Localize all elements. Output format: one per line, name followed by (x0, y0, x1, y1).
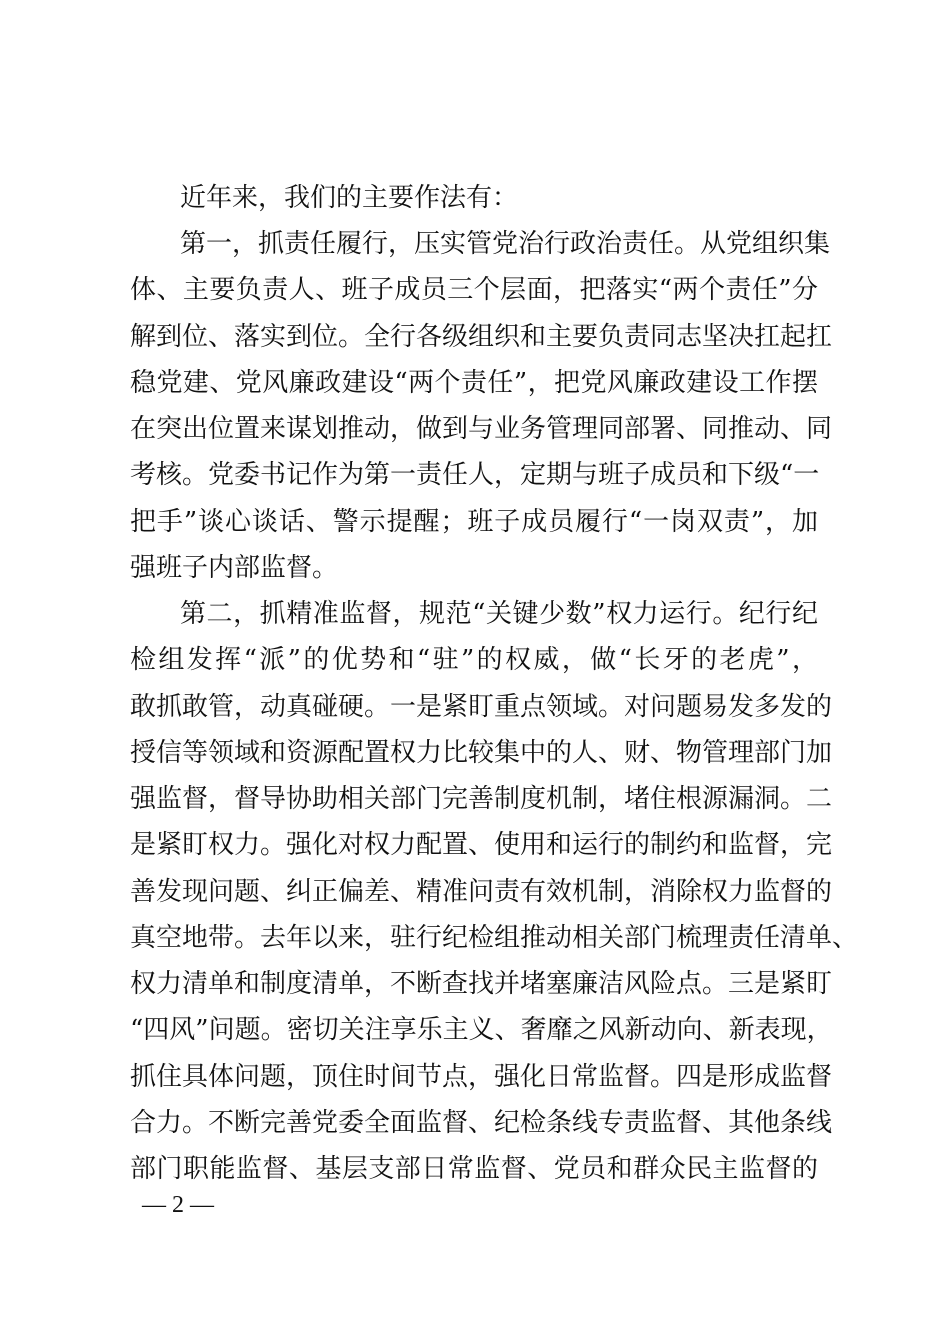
text-line-7: 考核。党委书记作为第一责任人，定期与班子成员和下级“一 (130, 460, 820, 490)
text-line-10: 第二，抓精准监督，规范“关键少数”权力运行。纪行纪 (180, 599, 818, 629)
text-line-2: 第一，抓责任履行，压实管党治行政治责任。从党组织集 (180, 229, 831, 259)
text-line-20: 抓住具体问题，顶住时间节点，强化日常监督。四是形成监督 (130, 1062, 833, 1092)
text-line-22: 部门职能监督、基层支部日常监督、党员和群众民主监督的 (130, 1154, 818, 1184)
text-line-19: “四风”问题。密切关注享乐主义、奢靡之风新动向、新表现， (130, 1015, 833, 1045)
text-line-18: 权力清单和制度清单，不断查找并堵塞廉洁风险点。三是紧盯 (130, 969, 833, 999)
text-line-1: 近年来，我们的主要作法有： (180, 183, 519, 213)
page-number: — 2 — (142, 1192, 214, 1218)
text-line-17: 真空地带。去年以来，驻行纪检组推动相关部门梳理责任清单、 (130, 923, 859, 953)
text-line-6: 在突出位置来谋划推动，做到与业务管理同部署、同推动、同 (130, 414, 833, 444)
text-line-5: 稳党建、党风廉政建设“两个责任”，把党风廉政建设工作摆 (130, 368, 818, 398)
text-line-3: 体、主要负责人、班子成员三个层面，把落实“两个责任”分 (130, 275, 818, 305)
text-line-13: 授信等领域和资源配置权力比较集中的人、财、物管理部门加 (130, 738, 833, 768)
text-line-9: 强班子内部监督。 (130, 553, 339, 583)
text-line-21: 合力。不断完善党委全面监督、纪检条线专责监督、其他条线 (130, 1108, 833, 1138)
text-line-12: 敢抓敢管，动真碰硬。一是紧盯重点领域。对问题易发多发的 (130, 692, 833, 722)
text-line-11: 检组发挥“派”的优势和“驻”的权威，做“长牙的老虎”， (130, 645, 818, 675)
text-line-15: 是紧盯权力。强化对权力配置、使用和运行的制约和监督，完 (130, 830, 833, 860)
text-line-16: 善发现问题、纠正偏差、精准问责有效机制，消除权力监督的 (130, 877, 833, 907)
text-line-14: 强监督，督导协助相关部门完善制度机制，堵住根源漏洞。二 (130, 784, 833, 814)
text-line-4: 解到位、落实到位。全行各级组织和主要负责同志坚决扛起扛 (130, 322, 833, 352)
text-line-8: 把手”谈心谈话、警示提醒；班子成员履行“一岗双责”，加 (130, 507, 818, 537)
